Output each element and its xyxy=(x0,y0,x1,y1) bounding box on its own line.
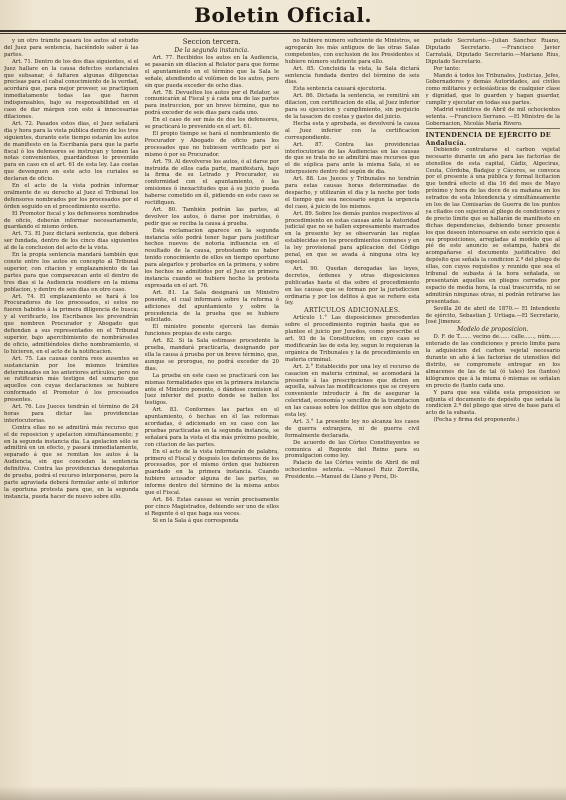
paragraph: En la propia sentencia mandará también que conste entre los autos en concepto al Tribunal superior, con citacion y emplazamiento de las partes para que comparezcan ante el dentro de tres dias si la Audiencia residiere en la misma poblacion, y dentro de seis dias en otro caso. xyxy=(4,252,139,293)
paragraph: Art. 3.° La presente ley no alcanza los casos de guerra extranjera, ni de guerra civil formalmente declarada. xyxy=(285,418,420,439)
paragraph: Art. 74. El emplazamiento se hará á los Procuradores de los procesados, si estos no fueren habidos á la primera diligencia de busca; y al verificarlo, los Escribanos les prevendrán que nombren Procurador y Abogado que defiendan a sus representados en el Tribunal superior, bajo apercibimiento de nombrárseles de oficio, admitiéndoles dicho nombramiento, si lo hicieren, en el acto de la notificacion. xyxy=(4,293,139,355)
columns xyxy=(4,38,560,794)
section-title: Seccion tercera. xyxy=(182,38,241,46)
paragraph: Contra ellas no se admitirá más recurso que el de reposicion y apelacion simultáneamente; y en la segunda instancia dia. La apelacion sólo se admitirá en un efecto, y pasará inmediatamente, separado á que se remitan los autos á la Audiencia, sin que concedan la sentencia definitiva. Contra las providencias denegatorias de prueba, podrá el recurso interponerse, pero la parte agraviada deberá formular ante el inferior la oportuna protesta para que, en la segunda instancia, pueda hacer de nuevo sobre ello. xyxy=(4,424,139,500)
paragraph: Art. 89. Sobre los demás puntos respectivos al procedimiento en estas causas ante la Autoridad judicial que no se hallen expresamente marcados en la presente ley se observarán las reglas establecidas en los procedimientos comunes y en la ley provisional para aplicacion del Código penal, en que se avada á ninguna otra ley especial. xyxy=(285,210,420,265)
paragraph: Esta reclamacion aparece en la segunda instancia sólo podrá tener lugar para justificar hechos nuevos de notoria influencia en el resultado de la causa, protestando no haber tenido conocimiento de ellos en tiempo oportuno para alegarlos y probarlos en la primera, y sobre los hechos no admitidos por el Juez en primera instancia cuando se hubiere hecho la protesta expresada en el art. 76. xyxy=(144,227,279,289)
paragraph: El propio tiempo se hará el nombramiento de Procurador y Abogado de oficio para los procesados que no hubiesen verificado por sí mismo ó por su Procurador. xyxy=(144,130,279,158)
section-heading: INTENDENCIA DE EJÉRCITO DE Andalucía. xyxy=(426,128,561,147)
masthead-title: Boletin Oficial. xyxy=(194,3,372,27)
paragraph: La prueba en este caso se practicará con las mismas formalidades que en la primera instancia ante el Ministro ponente, ó dándose comision al Juez inferior del punto donde se hallen los testigos. xyxy=(144,372,279,407)
section-subtitle: Modelo de proposicion. xyxy=(457,326,529,334)
paragraph: y un otro trámite pasará los autos al estudio del Juez para sentencia, haciéndolo saber á las partes. xyxy=(4,38,139,58)
paragraph: Art. 90. Quedan derogadas las leyes, decretos, órdenes y otras disposiciones publicadas hasta el dia sobre el procedimiento en las causas que se forman por la jurisdiccion ordinaria y por los delitos á que se refiere esta ley. xyxy=(285,265,420,307)
paragraph: En el caso de ser más de dos los defensores, se practicará lo prevenido en el art. 61. xyxy=(144,117,279,131)
paragraph: Art. 73. El Juez dictará sentencia, que deberá ser fundada, dentro de los cinco dias siguientes al de la conclusion del acto de la vista. xyxy=(4,231,139,252)
paragraph: Art. 80. También podrán las partes, al devolver los autos, ó darse por instruidas, ó pedir que se reciba la causa á prueba. xyxy=(144,206,279,227)
paragraph: no hubiere número suficiente de Ministros, se agregarán los más antiguos de las otras Salas competentes, con exclusion de los Presidentes si hubiere número suficiente para ello. xyxy=(285,38,420,65)
column-3 xyxy=(285,38,420,794)
paragraph: Sevilla 26 de abril de 1870.— El Intendente de ejército, Sebastian J. Urtiaga.—El Secretario, José Jimenez. xyxy=(425,305,560,326)
paragraph: El Promotor fiscal y los defensores nombrados de oficio, deberán informar necesariamente, guardando el mismo órden. xyxy=(4,210,139,231)
section-subtitle: De la segunda instancia. xyxy=(174,47,250,54)
paragraph: Art. 72. Pasados estos dias, el Juez señalará dia y hora para la vista pública dentro de los tres siguientes, durante este tiempo estarán los autos de manifiesto en la Escribanía para que la parte fiscal ó los defensores se instruyan y tomen las notas convenientes, guardándose lo prevenido para en caso en el art. 61 de esta ley. Las costas que devenguen en este acto los curiales se declaran de oficio. xyxy=(4,120,139,183)
paragraph: Art. 75. Las causas contra reos ausentes se sustanciarán por los mismos trámites determinados en los anteriores artículos; pero no se ratificarán más testigos del sumario que aquellos con cuyas declaraciones se hubiere conformado el Promotor ó los procesados presentes. xyxy=(4,355,139,404)
paragraph: Art. 87. Contra las providencias interlocutorias de las Audiencias en las causas de que se trata no se admitirá mas recursos que el de súplica para ante la misma Sala, si se interpusiere dentro del según de dia. xyxy=(285,141,420,176)
paragraph: Art. 88. Los Jueces y Tribunales no tendrán para estas causas horas determinadas de despacho, y utilizarán el dia y la noche por todo el tiempo que sea necesario segun la urgencia del caso, á juicio de los mismos. xyxy=(285,176,420,210)
paragraph: Esta sentencia causará ejecutoria. xyxy=(293,86,387,93)
paragraph: En el acto de la vista informarán de palabra, primero el Fiscal y después los defensores de los procesados, por el mismo órden que hubieren guardado en la primera instancia. Cuando hubiere acusador alguna de las partes, se informe dentro del término de la misma antes que el Fiscal. xyxy=(144,448,279,497)
column-2 xyxy=(145,38,280,794)
paragraph: Art. 71. Dentro de los dos dias siguientes, si el Juez hallare en la causa defectos sustanciales que subsanar, ó faltaren algunas diligencias precisas para el cabal conocimiento de la verdad, acordará que, para mejor proveer, se practiquen inmediatamente todas las que fueren indispensables, bajo su responsabilidad en el caso de dar márgen con esto á innecesarias dilaciones. xyxy=(4,58,139,120)
paragraph: Art. 77. Recibidos los autos en la Audiencia, se pasarán sin dilacion al Relator para que forme el apuntamiento en el término que la Sala le señale, atendiendo al volúmen de los autos, pero sin que pueda exceder de ocho dias. xyxy=(144,55,279,89)
paragraph: Por tanto: xyxy=(433,65,461,72)
paragraph: Debiendo contratarse el carbon vejetal necesario durante un año para las factorías de utensilios de esta capital, Cádiz, Algeciras, Ceuta, Córdoba, Badajoz y Cáceres, se convoca por el presente á una pública y formal licitacion que tendrá efecto el dia 16 del mes de Mayo próximo y hora de las doce de su mañana en los estrados de esta Intendencia y simultáneamente en los de las Comisarías de Guerra de los puntos ya citados con sujecion al pliego de condiciones y de precio límite que se hallarán de manifiesto en dichas dependencias, debiendo tener presente los que deseen interesarse en este servicio que á sus proposiciones, arregladas al modelo que al pié de este anuncio se estampa, habrá de acompañarse el documento justificativo del depósito que señala la condicion 2.ª del pliego de ellas, con cuyos requisitos y reunido que sea el tribunal de subasta á la hora señalada, se presentarán aquellas en pliegos cerrados por espacio de media hora, la cual trascurrida, ni se admitirán ningunas otras, ni podrán retirarse las presentadas. xyxy=(425,146,560,305)
paragraph: Art. 2.° Establecido por una ley el recurso de casacion en materia criminal, se acomodará la presente á las prescripciones que dicten en aquella, salvas las modificaciones que se creyere conveniente introducir á fin de asegurar la celeridad, economía y sencillez de la tramitacion en las causas sobre los delitos que son objeto de esta ley. xyxy=(285,363,420,419)
paragraph: Madrid veintitres de Abril de mil ochocientos setenta. —Francisco Serrano. —El Ministro de la Gobernacion, Nicolás María Rivero. xyxy=(425,107,560,127)
section-label: ARTÍCULOS ADICIONALES. xyxy=(304,307,401,315)
paragraph: De acuerdo de las Córtes Constituyentes se comunica al Regente del Reino para su promulgacion como ley. xyxy=(285,439,420,460)
paragraph: Art. 86. Dictada la sentencia, se remitirá sin dilacion, con certificacion de ella, al Juez inferior para su ejecucion y cumplimiento, sin perjuicio de la tasacion de costas y gastos del juicio. xyxy=(285,93,420,120)
paragraph: Art. 85. Concluida la vista, la Sala dictará sentencia fundada dentro del término de seis dias. xyxy=(285,65,420,86)
masthead xyxy=(0,0,566,32)
paragraph: Art. 79. Al devolverse los autos, ó al darse por instruida de ellos cada parte, manifestará, bajo la firma de su Letrado y Procurador, su conformidad con el apuntamiento, ó las omisiones ó inexactitudes que á su juicio pueda haberse cometido en él, pidiendo en este caso se rectifiquen. xyxy=(144,158,279,207)
column-4 xyxy=(426,38,561,794)
column-1 xyxy=(4,38,139,794)
paragraph: Artículo 1.° Las disposiciones precedentes sobre el procedimiento regirán hasta que se plantee el juicio por Jurados, como prescribe el art. 93 de la Constitucion; en cuyo caso se modificarán las de esta ley, segun lo requieran la orgánica de Tribunales y la de procedimiento en materia criminal. xyxy=(285,315,420,363)
paragraph: (Fecha y firma del proponente.) xyxy=(433,417,520,424)
paragraph: Palacio de las Córtes veinte de Abril de mil ochocientos setenta. —Manuel Ruiz Zorrilla, Presidente.—Manuel de Llano y Persi, Di- xyxy=(285,460,420,481)
paragraph: Art. 78. Devueltos los autos por el Relator, se comunicarán al Fiscal y á cada una de las partes para instruccion, por un breve término, que no podrá exceder de seis dias para cada uno. xyxy=(144,89,279,117)
paragraph: Art. 82. Si la Sala estimase procedente la prueba, mandará practicarla, designando por ella la causa á prueba por un breve término, que, aunque se prorogue, no podrá exceder de 20 dias. xyxy=(144,338,279,372)
paragraph: Mando á todos los Tribunales, Justicias, Jefes, Gobernadores y demás Autoridades, así civiles como militares y eclesiásticas de cualquier clase y dignidad, que lo guarden y hagan guardar, cumplir y ejecutar en todas sus partes. xyxy=(425,72,560,107)
paragraph: Art. 81. La Sala designará un Ministro ponente, el cual informará sobre la reforma ó adiciones del apuntamiento y sobre la procedencia de la prueba que se hubiere solicitado. xyxy=(144,289,279,324)
paragraph: putado Secretario.—Julian Sánchez Ruano, Diputado Secretario. —Francisco Javier Carratalá, Diputado Secretario.—Mariano Rius, Diputado Secretario. xyxy=(425,38,560,65)
paragraph: Hecha esta y aprobada, se devolverá la causa al Juez inferior con la certificacion correspondiente. xyxy=(285,120,420,141)
paragraph: Y para que sea válida esta proposicion se adjunta el documento de depósito que señala la condicion 2.ª del pliego que sirve de base para el acto de la subasta. xyxy=(425,389,560,417)
paragraph: D. F. de T....... vecino de...... calle......, núm...... enterado de las condiciones y precio limite para la adquisicion del carbon vejetal necesario durante un año á las factorías de utensilios del distrito, se compromete entregar en los almacenes de las de tal (ó tales) los (tantos) kilógramos que á la misma ó mismas se señalan en precio de (tanto cada uno. xyxy=(425,334,560,389)
paragraph: Art. 84. Estas causas se verán precisamente por cinco Magistrados, debiendo ser uno de ellos el Regente ó el que haga sus veces. xyxy=(144,497,279,517)
paragraph: Art. 76. Los Jueces tendrán el término de 24 horas para dictar las providencias interlocutorias. xyxy=(4,404,139,424)
paragraph: El ministro ponente ejercerá las demás funciones propias de este cargo. xyxy=(144,324,279,338)
paragraph: Si en la Sala á que corresponda xyxy=(152,517,239,524)
masthead-rule xyxy=(0,33,566,34)
paragraph: En el acto de la vista podrán informar oralmente de su derecho al Juez el Tribunal los defensores nombrados por los procesados por el órden seguido en el procedimiento escrito. xyxy=(4,183,139,210)
paragraph: Art. 83. Conformes las partes en el apuntamiento, ó hechas en él las reformas acordadas, ó adicionado en su caso con las pruebas practicadas en la segunda instancia, se señalará para la vista el dia más próximo posible, con citacion de las partes. xyxy=(144,407,279,448)
